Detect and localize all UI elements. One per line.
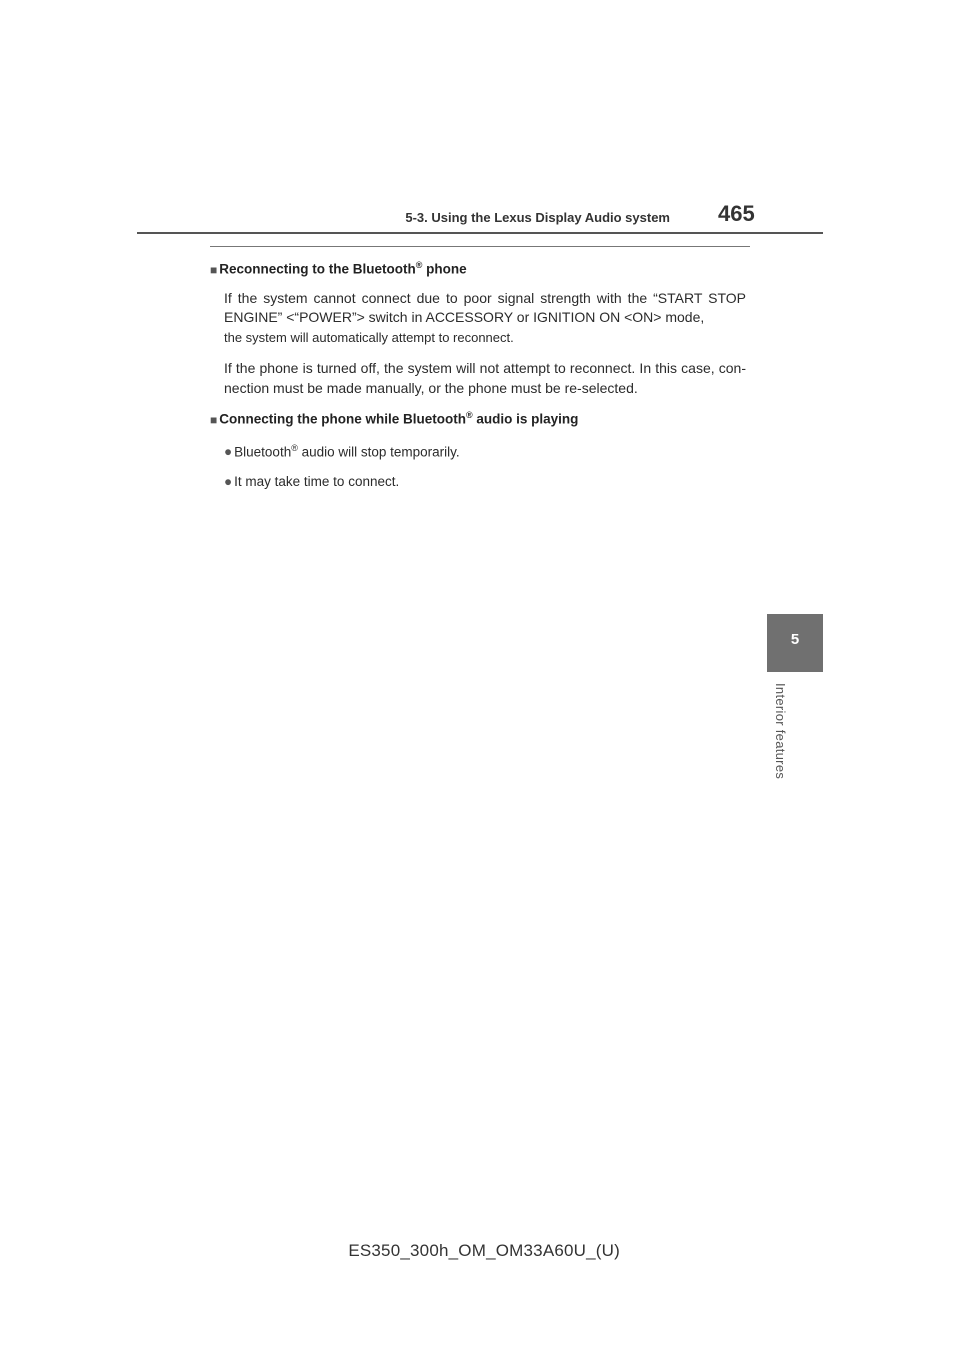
- bullet-text: Bluetooth: [234, 444, 292, 459]
- bullet-dot-icon: ●: [224, 444, 233, 459]
- bullet-dot-icon: ●: [224, 474, 233, 489]
- bullet-item: [224, 439, 746, 462]
- heading-text: Connecting the phone while Bluetooth: [219, 411, 466, 427]
- registered-mark: ®: [291, 442, 298, 453]
- section-heading-reconnecting: [210, 260, 746, 277]
- heading-text: phone: [422, 261, 467, 277]
- page-number: 465: [718, 201, 755, 226]
- square-marker-icon: ■: [210, 412, 218, 427]
- bullet-text: audio will stop temporarily.: [297, 444, 460, 459]
- square-marker-icon: ■: [210, 262, 218, 277]
- header-divider: [137, 232, 823, 234]
- chapter-tab: 5: [767, 614, 823, 672]
- paragraph-line: If the system cannot connect due to poor signal strength with the “START STOP ENGINE” <“POWER”> switch in ACCESSORY or IGNITION ON <ON> mode,: [224, 289, 746, 325]
- paragraph-phone-off: If the phone is turned off, the system will not attempt to reconnect. In this case, con-nection must be made manually, or the phone must be re-selected.: [224, 360, 746, 396]
- footer-document-id: ES350_300h_OM_OM33A60U_(U): [348, 1241, 620, 1260]
- section-heading-audio-playing: [210, 410, 746, 427]
- header-section-title: 5-3. Using the Lexus Display Audio system: [405, 210, 670, 225]
- heading-text: Reconnecting to the Bluetooth: [219, 261, 416, 277]
- bullet-text: It may take time to connect.: [234, 474, 400, 489]
- chapter-label: Interior features: [773, 683, 788, 780]
- bullet-item: [224, 472, 746, 491]
- paragraph-line: the system will automatically attempt to reconnect.: [224, 329, 514, 345]
- page-content: [210, 260, 746, 502]
- registered-mark: ®: [415, 260, 423, 270]
- heading-text: audio is playing: [472, 411, 579, 427]
- content-divider: [210, 246, 750, 247]
- paragraph-poor-signal: [224, 289, 746, 348]
- registered-mark: ®: [465, 410, 473, 420]
